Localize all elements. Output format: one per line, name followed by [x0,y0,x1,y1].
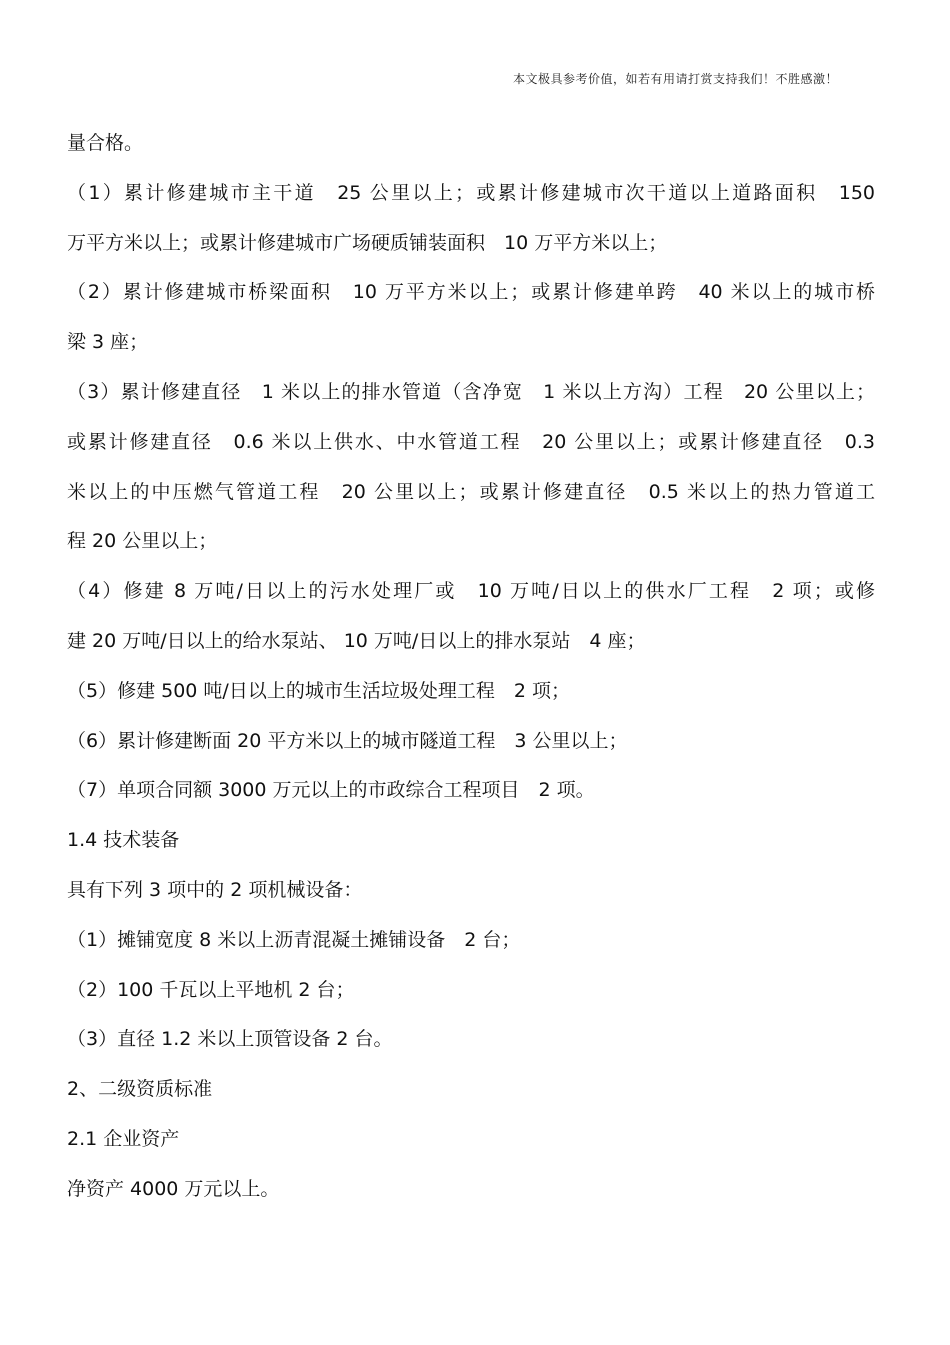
text-line: （4）修建 8 万吨/日以上的污水处理厂或 10 万吨/日以上的供水厂工程 2 项；或修 [67,580,875,603]
text-line: 万平方米以上；或累计修建城市广场硬质铺装面积 10 万平方米以上； [67,231,668,254]
text-line: 1.4 技术装备 [67,829,180,852]
text-line: （2）累计修建城市桥梁面积 10 万平方米以上；或累计修建单跨 40 米以上的城市桥 [67,281,875,304]
text-line: 建 20 万吨/日以上的给水泵站、 10 万吨/日以上的排水泵站 4 座； [67,629,646,652]
text-line: 量合格。 [67,132,144,154]
text-line: 米以上的中压燃气管道工程 20 公里以上；或累计修建直径 0.5 米以上的热力管道工 [67,480,875,503]
text-line: 具有下列 3 项中的 2 项机械设备： [67,878,363,901]
text-line: 或累计修建直径 0.6 米以上供水、中水管道工程 20 公里以上；或累计修建直径 0.3 [67,430,875,453]
text-line: （3）累计修建直径 1 米以上的排水管道（含净宽 1 米以上方沟）工程 20 公里以上； [67,380,875,403]
text-line: （7）单项合同额 3000 万元以上的市政综合工程项目 2 项。 [67,779,595,802]
text-line: （1）摊铺宽度 8 米以上沥青混凝土摊铺设备 2 台； [67,928,521,951]
text-line: 2、二级资质标准 [67,1078,213,1101]
text-line: （5）修建 500 吨/日以上的城市生活垃圾处理工程 2 项； [67,679,570,702]
document-body [67,119,875,1215]
text-line: （6）累计修建断面 20 平方米以上的城市隧道工程 3 公里以上； [67,729,628,752]
text-line: 梁 3 座； [67,331,149,354]
header-note: 本文极具参考价值，如若有用请打赏支持我们！不胜感激！ [512,72,838,86]
text-line: （3）直径 1.2 米以上顶管设备 2 台。 [67,1028,393,1051]
text-line: （2）100 千瓦以上平地机 2 台； [67,978,355,1001]
text-line: 程 20 公里以上； [67,530,218,553]
text-line: 净资产 4000 万元以上。 [67,1177,280,1200]
text-line: （1）累计修建城市主干道 25 公里以上；或累计修建城市次干道以上道路面积 150 [67,181,875,204]
text-line: 2.1 企业资产 [67,1127,180,1150]
